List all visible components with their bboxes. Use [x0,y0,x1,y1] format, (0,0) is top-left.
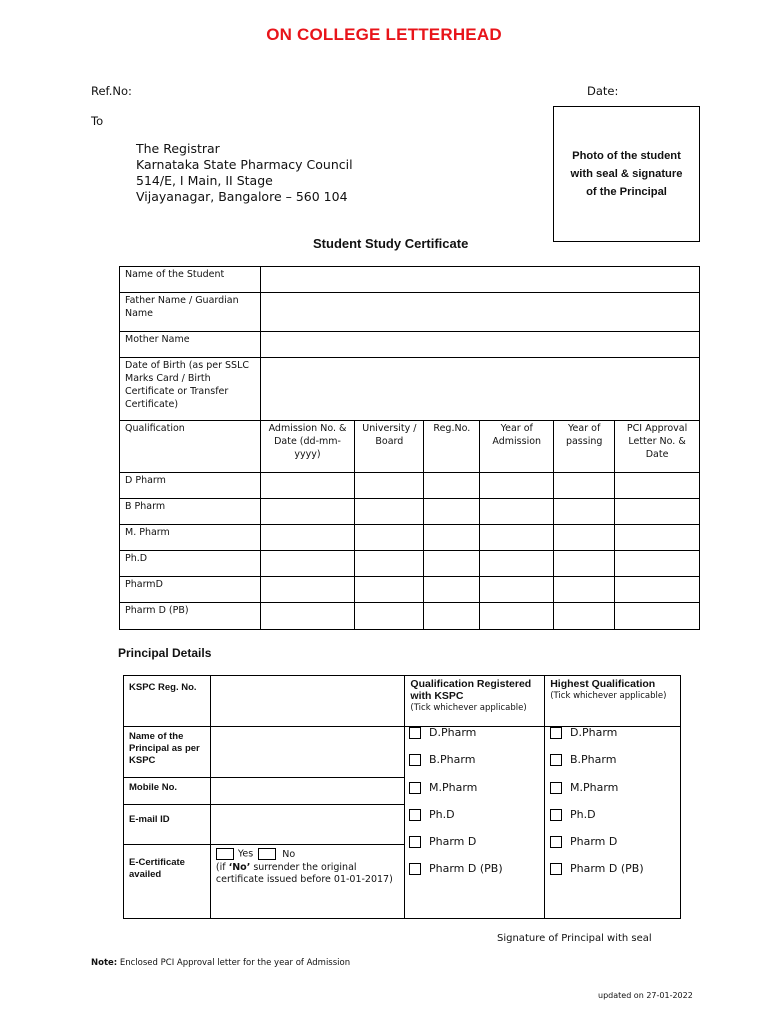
qualification-row-label: Pharm D (PB) [120,603,261,630]
highest-option-mpharm[interactable] [550,781,618,794]
reg-option-pharmd[interactable] [409,835,476,848]
col-header: Year of passing [554,421,615,473]
table-row [120,525,700,551]
cell[interactable] [554,603,615,630]
kspc-label: KSPC Reg. No. [124,676,211,727]
cell[interactable] [554,525,615,551]
qual-registered-header [405,676,545,727]
cell[interactable] [615,525,700,551]
checkbox[interactable] [550,863,562,875]
cell[interactable] [554,551,615,577]
ecert-options [216,848,400,861]
checkbox[interactable] [550,809,562,821]
father-name-label: Father Name / Guardian Name [120,293,261,332]
ref-no-label: Ref.No: [91,84,132,98]
note-text: Enclosed PCI Approval letter for the year of Admission [117,958,351,968]
photo-box-text: Photo of the student with seal & signature of the Principal [570,150,683,198]
mobile-label: Mobile No. [124,778,211,805]
no-label: No [282,848,296,860]
option-label: Ph.D [570,808,596,821]
email-field[interactable] [210,805,405,845]
ecert-note-pre: (if [215,861,229,873]
dob-label: Date of Birth (as per SSLC Marks Card / Birth Certificate or Transfer Certificate) [120,358,261,421]
qualification-row-label: D Pharm [120,473,261,499]
option-label: Pharm D [429,835,477,848]
qualification-row-label: PharmD [120,577,261,603]
col-header: University / Board [355,421,424,473]
address-line: Vijayanagar, Bangalore – 560 104 [136,189,348,204]
option-label: Pharm D (PB) [570,862,644,875]
highest-qual-title: Highest Qualification [550,678,656,690]
cell[interactable] [615,473,700,499]
cell[interactable] [424,551,480,577]
dob-field[interactable] [260,358,699,421]
option-label: Pharm D [570,835,618,848]
cell[interactable] [424,603,480,630]
qualification-row-label: M. Pharm [120,525,261,551]
col-header: PCI Approval Letter No. & Date [615,421,700,473]
col-header: Year of Admission [480,421,554,473]
mother-name-label: Mother Name [120,332,261,358]
table-row [124,676,681,727]
checkbox[interactable] [409,782,421,794]
cell[interactable] [615,603,700,630]
address-line: 514/E, I Main, II Stage [136,173,273,188]
option-label: D.Pharm [429,726,477,739]
highest-qual-header [545,676,681,727]
qualification-row-label: B Pharm [120,499,261,525]
checkbox[interactable] [409,836,421,848]
cell[interactable] [260,525,355,551]
registrar-address [136,141,353,205]
principal-name-field[interactable] [210,727,405,778]
note [91,958,350,968]
checkbox[interactable] [409,863,421,875]
student-name-label: Name of the Student [120,267,261,293]
cell[interactable] [424,473,480,499]
cell[interactable] [424,525,480,551]
reg-option-mpharm[interactable] [409,781,477,794]
mobile-field[interactable] [210,778,405,805]
certificate-title: Student Study Certificate [313,236,469,251]
note-label: Note: [91,958,118,968]
option-label: Ph.D [429,808,455,821]
principal-table [123,675,681,919]
signature-label: Signature of Principal with seal [497,933,652,944]
student-table [119,266,700,630]
col-header: Admission No. & Date (dd-mm-yyyy) [260,421,355,473]
table-row [120,332,700,358]
ecert-note-no: ‘No’ [228,861,251,873]
col-header: Reg.No. [424,421,480,473]
ecert-field [210,845,405,919]
table-row [120,577,700,603]
cell[interactable] [355,499,424,525]
address-line: The Registrar [136,141,220,156]
table-row [120,603,700,630]
cell[interactable] [424,577,480,603]
table-row [120,293,700,332]
option-label: B.Pharm [429,753,476,766]
cell[interactable] [355,603,424,630]
highest-option-dpharm[interactable] [550,726,617,739]
cell[interactable] [260,473,355,499]
ecert-note [216,862,400,886]
checkbox[interactable] [550,836,562,848]
letterhead-title: ON COLLEGE LETTERHEAD [266,25,502,44]
col-header: Qualification [120,421,261,473]
cell[interactable] [355,577,424,603]
highest-option-pharmd[interactable] [550,835,617,848]
ecert-label: E-Certificate availed [124,845,211,919]
cell[interactable] [615,499,700,525]
cell[interactable] [480,577,554,603]
cell[interactable] [260,577,355,603]
table-row [120,551,700,577]
reg-option-dpharm[interactable] [409,726,476,739]
cell[interactable] [554,499,615,525]
principal-details-title: Principal Details [118,646,212,660]
cell[interactable] [615,577,700,603]
cell[interactable] [480,603,554,630]
cell[interactable] [355,551,424,577]
cell[interactable] [424,499,480,525]
mother-name-field[interactable] [260,332,699,358]
cell[interactable] [260,603,355,630]
cell[interactable] [260,551,355,577]
table-row [120,499,700,525]
yes-label: Yes [237,848,254,860]
option-label: D.Pharm [570,726,618,739]
checkbox[interactable] [550,782,562,794]
kspc-field[interactable] [210,676,405,727]
option-label: M.Pharm [429,781,478,794]
date-label: Date: [587,84,619,98]
qualification-header-row [120,421,700,473]
checkbox[interactable] [409,727,421,739]
father-name-field[interactable] [260,293,699,332]
table-row [120,267,700,293]
table-row [120,473,700,499]
reg-option-phd[interactable] [409,808,455,821]
cell[interactable] [355,473,424,499]
qualification-row-label: Ph.D [120,551,261,577]
no-checkbox[interactable] [258,848,276,860]
cell[interactable] [480,499,554,525]
cell[interactable] [480,525,554,551]
table-row [120,358,700,421]
email-label: E-mail ID [124,805,211,845]
option-label: Pharm D (PB) [429,862,503,875]
cell[interactable] [355,525,424,551]
qual-registered-title: Qualification Registered with KSPC [410,678,532,702]
student-name-field[interactable] [260,267,699,293]
tick-note: (Tick whichever applicable) [410,703,527,713]
checkbox[interactable] [550,727,562,739]
photo-box [553,106,700,242]
option-label: M.Pharm [570,781,619,794]
tick-note: (Tick whichever applicable) [550,691,667,701]
highest-option-bpharm[interactable] [550,753,616,766]
cell[interactable] [554,577,615,603]
reg-option-pharmd-pb[interactable] [409,862,503,875]
cell[interactable] [554,473,615,499]
cell[interactable] [480,473,554,499]
principal-name-label: Name of the Principal as per KSPC [124,727,211,778]
checkbox[interactable] [409,809,421,821]
highest-option-pharmd-pb[interactable] [550,862,644,875]
option-label: B.Pharm [570,753,617,766]
updated-date: updated on 27-01-2022 [598,991,693,1000]
cell[interactable] [260,499,355,525]
highest-option-phd[interactable] [550,808,596,821]
to-label: To [91,114,104,128]
cell[interactable] [615,551,700,577]
checkbox[interactable] [409,754,421,766]
yes-checkbox[interactable] [216,848,234,860]
checkbox[interactable] [550,754,562,766]
cell[interactable] [480,551,554,577]
reg-option-bpharm[interactable] [409,753,475,766]
address-line: Karnataka State Pharmacy Council [136,157,353,172]
ecert-note-post: surrender the original certificate issued before 01-01-2017) [215,861,393,885]
